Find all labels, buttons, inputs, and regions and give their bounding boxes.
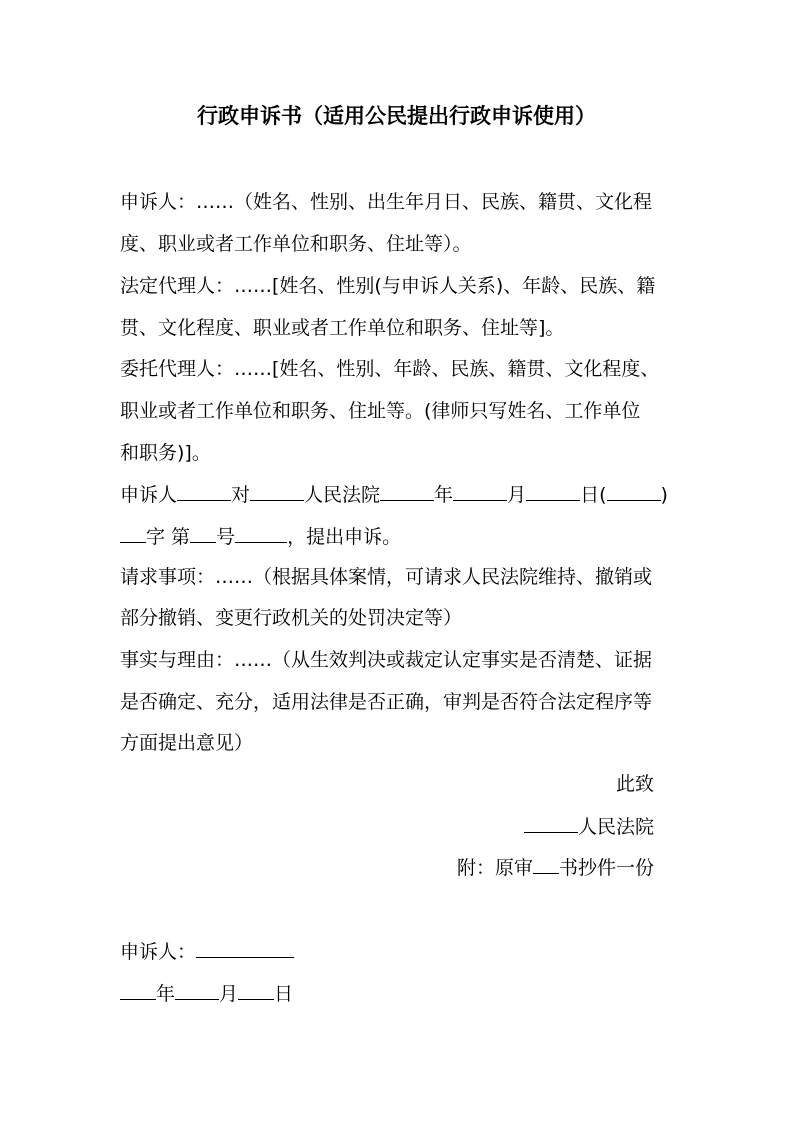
fill-label-year: 年 [434,484,454,506]
signature-line [120,939,294,964]
blank-case-prefix[interactable] [607,482,661,501]
fill-label-close-paren: ) [660,484,668,506]
blank-sign-month[interactable] [175,981,219,1000]
signature-date-line [120,981,293,1006]
request-line-2: 部分撤销、变更行政机关的处罚决定等） [120,607,463,629]
attachment-label-post: 书抄件一份 [558,857,654,879]
blank-original-doc-type[interactable] [533,855,559,874]
court-line [524,814,654,839]
blank-case-number[interactable] [190,524,216,543]
fill-label-court: 人民法院 [304,484,381,506]
fill-label-submit: ，提出申诉。 [287,526,402,548]
fill-label-complainant: 申诉人 [120,484,178,506]
blank-complainant-name[interactable] [177,482,231,501]
fill-label-month: 月 [507,484,527,506]
blank-year[interactable] [380,482,434,501]
complainant-line-1: 申诉人：……（姓名、性别、出生年月日、民族、籍贯、文化程 [120,191,653,213]
attachment-label-pre: 附：原审 [456,857,533,879]
fill-line-1 [120,482,668,507]
fill-label-day: 日( [580,484,607,506]
fill-label-number: 号 [216,526,236,548]
salutation: 此致 [615,773,654,795]
fill-line-2 [120,524,401,549]
sign-year-label: 年 [156,983,176,1005]
legal-rep-line-1: 法定代理人：……[姓名、性别(与申诉人关系)、年龄、民族、籍 [120,275,656,297]
facts-line-2: 是否确定、充分，适用法律是否正确，审判是否符合法定程序等 [120,691,653,713]
blank-day[interactable] [526,482,580,501]
fill-label-char-no: 字 第 [146,526,191,548]
blank-signature[interactable] [196,939,294,958]
blank-month[interactable] [453,482,507,501]
complainant-line-2: 度、职业或者工作单位和职务、住址等）。 [120,233,472,255]
facts-line-3: 方面提出意见） [120,732,254,754]
attachment-line [457,855,654,880]
facts-line-1: 事实与理由：……（从生效判决或裁定认定事实是否清楚、证据 [120,649,653,671]
blank-case-char[interactable] [120,524,146,543]
blank-sign-year[interactable] [120,981,156,1000]
document-title: 行政申诉书（适用公民提出行政申诉使用） [197,104,596,128]
request-line-1: 请求事项：……（根据具体案情，可请求人民法院维持、撤销或 [120,566,653,588]
legal-rep-line-2: 贯、文化程度、职业或者工作单位和职务、住址等]。 [120,317,565,339]
court-label: 人民法院 [577,816,654,838]
blank-court-ref[interactable] [250,482,304,501]
agent-line-3: 和职务)]。 [120,442,211,464]
agent-line-2: 职业或者工作单位和职务、住址等。(律师只写姓名、工作单位 [120,400,641,422]
blank-document-type[interactable] [235,524,287,543]
agent-line-1: 委托代理人：……[姓名、性别、年龄、民族、籍贯、文化程度、 [120,358,660,380]
blank-sign-day[interactable] [238,981,274,1000]
sign-month-label: 月 [219,983,239,1005]
signature-label: 申诉人： [120,941,197,963]
blank-court-name[interactable] [524,814,578,833]
sign-day-label: 日 [274,983,294,1005]
fill-label-against: 对 [231,484,251,506]
